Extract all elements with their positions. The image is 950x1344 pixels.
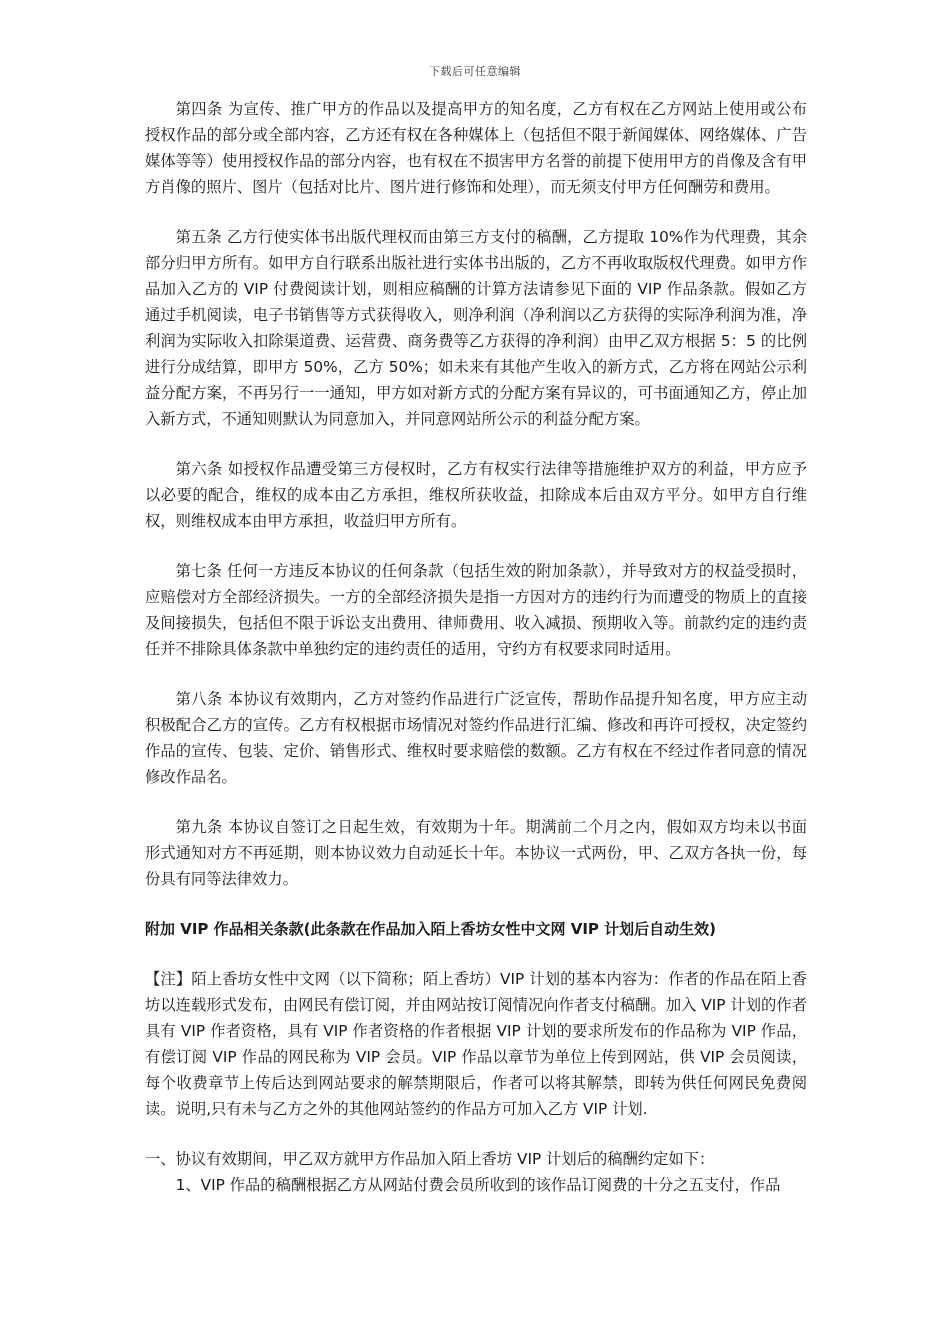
article-9: 第九条 本协议自签订之日起生效，有效期为十年。期满前二个月之内，假如双方均未以书面形式通知对方不再延期，则本协议效力自动延长十年。本协议一式两份，甲、乙双方各执一份，每份具有同等法律效力。	[145, 818, 807, 888]
section-1: 一、协议有效期间，甲乙双方就甲方作品加入陌上香坊 VIP 计划后的稿酬约定如下：	[145, 1150, 715, 1168]
article-7: 第七条 任何一方违反本协议的任何条款（包括生效的附加条款），并导致对方的权益受损时，应赔偿对方全部经济损失。一方的全部经济损失是指一方因对方的违约行为而遭受的物质上的直接及间接损失，包括但不限于诉讼支出费用、律师费用、收入减损、预期收入等。前款约定的违约责任并不排除具体条款中单独约定的违约责任的适用，守约方有权要求同时适用。	[145, 562, 807, 658]
vip-note: 【注】陌上香坊女性中文网（以下简称；陌上香坊）VIP 计划的基本内容为：作者的作品在陌上香坊以连载形式发布，由网民有偿订阅，并由网站按订阅情况向作者支付稿酬。加入 VIP 计划的作者具有 VIP 作者资格，具有 VIP 作者资格的作者根据 VIP 计划的要求所发布的作品称为 VIP 作品，有偿订阅 VIP 作品的网民称为 VIP 会员。VIP 作品以章节为单位上传到网站，供 VIP 会员阅读，每个收费章节上传后达到网站要求的解禁期限后，作者可以将其解禁，即转为供任何网民免费阅读。说明,只有未与乙方之外的其他网站签约的作品方可加入乙方 VIP 计划.	[145, 970, 807, 1118]
article-6: 第六条 如授权作品遭受第三方侵权时，乙方有权实行法律等措施维护双方的利益，甲方应予以必要的配合，维权的成本由乙方承担，维权所获收益，扣除成本后由双方平分。如甲方自行维权，则维权成本由甲方承担，收益归甲方所有。	[145, 460, 807, 530]
article-4: 第四条 为宣传、推广甲方的作品以及提高甲方的知名度，乙方有权在乙方网站上使用或公布授权作品的部分或全部内容，乙方还有权在各种媒体上（包括但不限于新闻媒体、网络媒体、广告媒体等等）使用授权作品的部分内容，也有权在不损害甲方名誉的前提下使用甲方的肖像及含有甲方肖像的照片、图片（包括对比片、图片进行修饰和处理），而无须支付甲方任何酬劳和费用。	[145, 100, 807, 196]
document-body	[145, 96, 807, 1198]
article-5: 第五条 乙方行使实体书出版代理权而由第三方支付的稿酬，乙方提取 10%作为代理费，其余部分归甲方所有。如甲方自行联系出版社进行实体书出版的，乙方不再收取版权代理费。如甲方作品加入乙方的 VIP 付费阅读计划，则相应稿酬的计算方法请参见下面的 VIP 作品条款。假如乙方通过手机阅读，电子书销售等方式获得收入，则净利润（净利润以乙方获得的实际净利润为准，净利润为实际收入扣除渠道费、运营费、商务费等乙方获得的净利润）由甲乙双方根据 5：5 的比例进行分成结算，即甲方 50%，乙方 50%；如未来有其他产生收入的新方式，乙方将在网站公示利益分配方案，不再另行一一通知，甲方如对新方式的分配方案有异议的，可书面通知乙方，停止加入新方式，不通知则默认为同意加入，并同意网站所公示的利益分配方案。	[145, 228, 807, 428]
section-1-item-1: 1、VIP 作品的稿酬根据乙方从网站付费会员所收到的该作品订阅费的十分之五支付，作品	[175, 1176, 781, 1194]
page-header: 下载后可任意编辑	[429, 65, 521, 78]
vip-terms-heading: 附加 VIP 作品相关条款(此条款在作品加入陌上香坊女性中文网 VIP 计划后自动生效)	[145, 920, 716, 938]
article-8: 第八条 本协议有效期内，乙方对签约作品进行广泛宣传，帮助作品提升知名度，甲方应主动积极配合乙方的宣传。乙方有权根据市场情况对签约作品进行汇编、修改和再许可授权，决定签约作品的宣传、包装、定价、销售形式、维权时要求赔偿的数额。乙方有权在不经过作者同意的情况修改作品名。	[145, 690, 807, 786]
